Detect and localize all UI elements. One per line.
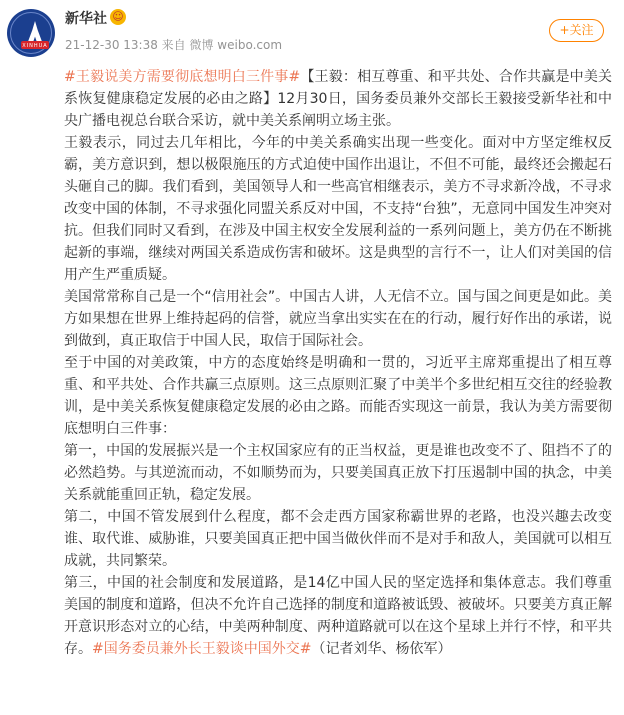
reporter-credit: （记者刘华、杨依军） xyxy=(311,641,452,657)
paragraph-4: 至于中国的对美政策，中方的态度始终是明确和一贯的，习近平主席郑重提出了相互尊重、和平共处、合作共赢三点原则。这三点原则汇聚了中美半个多世纪相互交往的经验教训，是中美关系恢复健康稳定发展的必由之路。而能否实现这一前景，我认为美方需要彻底想明白三件事： xyxy=(64,355,612,437)
paragraph-5: 第一，中国的发展振兴是一个主权国家应有的正当权益，更是谁也改变不了、阻挡不了的必然趋势。与其逆流而动，不如顺势而为，只要美国真正放下打压遏制中国的执念，中美关系就能重回正轨，稳定发展。 xyxy=(64,443,612,503)
follow-button-label: +关注 xyxy=(559,23,594,37)
paragraph-6: 第二，中国不管发展到什么程度，都不会走西方国家称霸世界的老路，也没兴趣去改变谁、取代谁、威胁谁，只要美国真正把中国当做伙伴而不是对手和敌人，美国就可以相互成就，共同繁荣。 xyxy=(64,509,612,569)
vip-badge-icon: ☺ xyxy=(110,9,126,25)
paragraph-7-text: 第三，中国的社会制度和发展道路，是14亿中国人民的坚定选择和集体意志。我们尊重美国的制度和道路，但决不允许自己选择的制度和道路被诋毁、被破坏。只要美方真正解开意识形态对立的心结，中美两种制度、两种道路就可以在这个星球上并行不悖，和平共存。 xyxy=(64,575,612,657)
paragraph-1-text: 【王毅：相互尊重、和平共处、合作共赢是中美关系恢复健康稳定发展的必由之路】12月30日，国务委员兼外交部长王毅接受新华社和中央广播电视总台联合采访，就中美关系阐明立场主张。 xyxy=(64,69,612,129)
paragraph-2: 王毅表示，同过去几年相比，今年的中美关系确实出现一些变化。面对中方坚定维权反霸，美方意识到，想以极限施压的方式迫使中国作出退让，不但不可能，最终还会搬起石头砸自己的脚。我们看到，美国领导人和一些高官相继表示，美方不寻求新冷战，不寻求改变中国的体制，不寻求强化同盟关系反对中国，不支持“台独”，无意同中国发生冲突对抗。但我们同时又看到，在涉及中国主权安全发展利益的一系列问题上，美方仍在不断挑起新的事端，继续对两国关系造成伤害和破坏。这是典型的言行不一，让人们对美国的信用产生严重质疑。 xyxy=(64,135,612,283)
username[interactable]: 新华社 xyxy=(65,11,107,27)
avatar[interactable] xyxy=(7,9,55,57)
paragraph-7 xyxy=(64,572,612,660)
avatar-logo-text: XINHUA xyxy=(22,43,48,49)
paragraph-3: 美国常常称自己是一个“信用社会”。中国古人讲，人无信不立。国与国之间更是如此。美方如果想在世界上维持起码的信誉，就应当拿出实实在在的行动，履行好作出的承诺，说到做到，真正取信于中国人民，取信于国际社会。 xyxy=(64,289,612,349)
post-meta: 21-12-30 13:38 来自 微博 weibo.com xyxy=(65,38,283,52)
hashtag-link[interactable]: #王毅说美方需要彻底想明白三件事# xyxy=(64,69,301,85)
hashtag-link[interactable]: #国务委员兼外长王毅谈中国外交# xyxy=(92,641,312,657)
paragraph-1 xyxy=(64,66,612,132)
avatar-logo xyxy=(10,12,52,54)
post-content xyxy=(64,66,612,660)
post-header xyxy=(0,0,624,62)
follow-button[interactable] xyxy=(549,19,604,42)
